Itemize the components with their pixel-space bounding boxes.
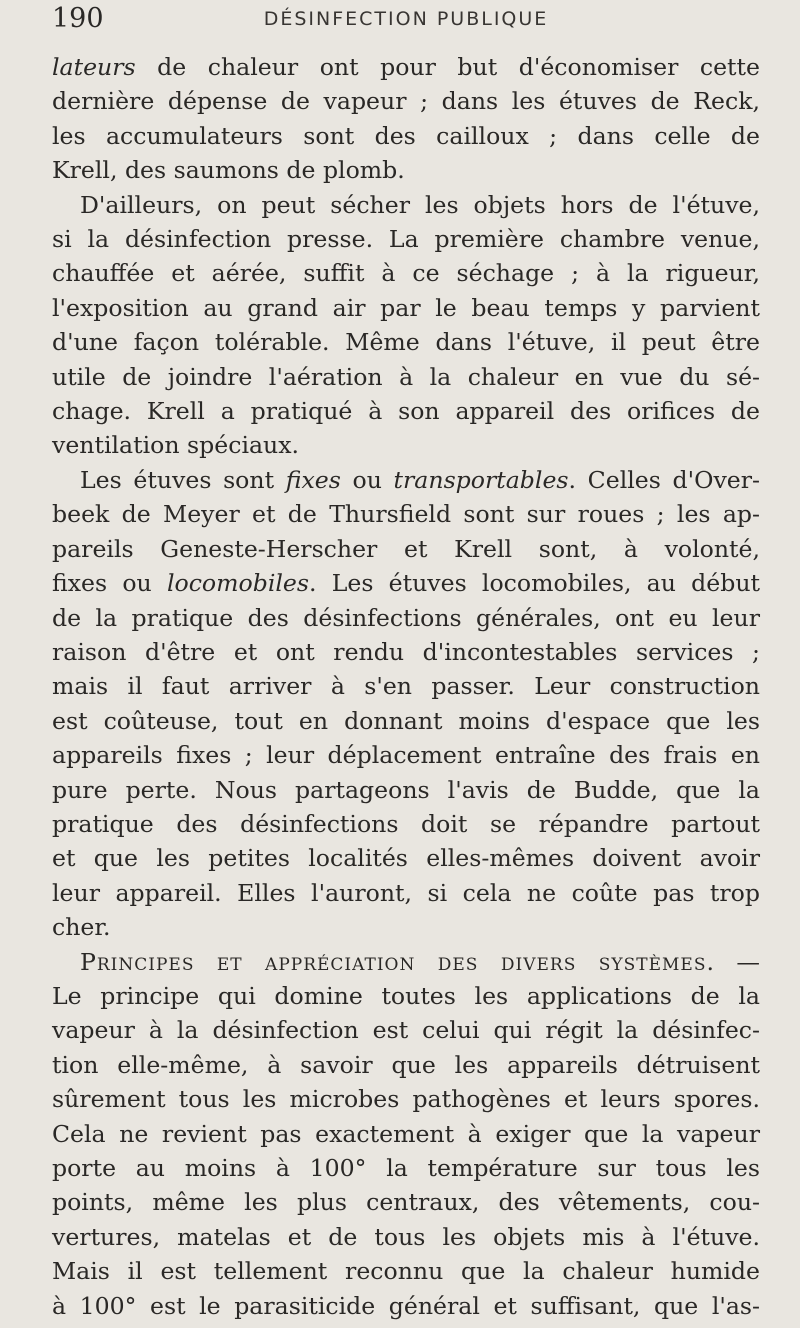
italic-term: lateurs xyxy=(52,53,136,81)
page-number: 190 xyxy=(52,3,104,34)
running-title: DÉSINFECTION PUBLIQUE xyxy=(263,8,549,30)
text-line: l'exposition au grand air par le beau temps y parvient xyxy=(52,293,760,322)
text-line: ventilation spéciaux. xyxy=(52,431,300,460)
text-line: porte au moins à 100° la température sur tous les xyxy=(52,1154,760,1182)
text-line: lateurs de chaleur ont pour but d'économiser cette xyxy=(52,53,760,81)
text-line: sûrement tous les microbes pathogènes et leurs spores. xyxy=(52,1085,760,1114)
text-line: Le principe qui domine toutes les applications de la xyxy=(52,981,760,1010)
text-line: Cela ne revient pas exactement à exiger que la vapeur xyxy=(52,1119,760,1148)
body-text xyxy=(52,50,760,1323)
section-heading: Principes et appréciation des divers systèmes. xyxy=(80,947,715,976)
text-line: chage. Krell a pratiqué à son appareil des orifices de xyxy=(52,397,760,426)
text-line: Krell, des saumons de plomb. xyxy=(52,156,405,185)
text-line: fixes ou locomobiles. Les étuves locomobiles, au début xyxy=(52,569,760,598)
section-heading-line: Principes et appréciation des divers systèmes. — xyxy=(80,947,761,976)
text-line: points, même les plus centraux, des vêtements, cou- xyxy=(52,1188,760,1217)
text-line: chauffée et aérée, suffit à ce séchage ; à la rigueur, xyxy=(52,259,760,288)
text-line: vapeur à la désinfection est celui qui régit la désinfec- xyxy=(52,1016,760,1045)
text-line: les accumulateurs sont des cailloux ; dans celle de xyxy=(52,121,760,150)
text-line: mais il faut arriver à s'en passer. Leur construction xyxy=(52,672,760,701)
text-line: vertures, matelas et de tous les objets mis à l'étuve. xyxy=(52,1222,760,1251)
text-line: de la pratique des désinfections générales, ont eu leur xyxy=(52,603,760,632)
text-line: pure perte. Nous partageons l'avis de Budde, que la xyxy=(52,775,760,804)
text-line: Les étuves sont fixes ou transportables. Celles d'Over- xyxy=(80,465,760,494)
text-line: utile de joindre l'aération à la chaleur en vue du sé- xyxy=(52,362,760,391)
text-line: cher. xyxy=(52,913,111,942)
text-line: leur appareil. Elles l'auront, si cela ne coûte pas trop xyxy=(52,878,760,907)
text-line: est coûteuse, tout en donnant moins d'espace que les xyxy=(52,706,760,735)
text-line: à 100° est le parasiticide général et suffisant, que l'as- xyxy=(52,1291,760,1320)
text-line: tion elle-même, à savoir que les appareils détruisent xyxy=(52,1050,760,1079)
text-line: pareils Geneste-Herscher et Krell sont, à volonté, xyxy=(52,534,760,563)
text-line: raison d'être et ont rendu d'incontestables services ; xyxy=(52,637,760,666)
italic-term: fixes xyxy=(285,465,341,494)
text-line: si la désinfection presse. La première chambre venue, xyxy=(52,225,760,254)
italic-term: locomobiles xyxy=(166,569,309,598)
running-head xyxy=(52,0,760,50)
text-line: et que les petites localités elles-mêmes doivent avoir xyxy=(52,844,760,873)
text-line: D'ailleurs, on peut sécher les objets hors de l'étuve, xyxy=(80,190,760,219)
text-line: beek de Meyer et de Thursfield sont sur roues ; les ap- xyxy=(52,500,760,529)
italic-term: transportables xyxy=(393,465,569,494)
text-line: appareils fixes ; leur déplacement entraîne des frais en xyxy=(52,741,760,770)
text-line: Mais il est tellement reconnu que la chaleur humide xyxy=(52,1257,760,1286)
text-line: d'une façon tolérable. Même dans l'étuve, il peut être xyxy=(52,328,760,357)
text-line: dernière dépense de vapeur ; dans les étuves de Reck, xyxy=(52,87,760,116)
text-line: pratique des désinfections doit se répandre partout xyxy=(52,809,760,838)
